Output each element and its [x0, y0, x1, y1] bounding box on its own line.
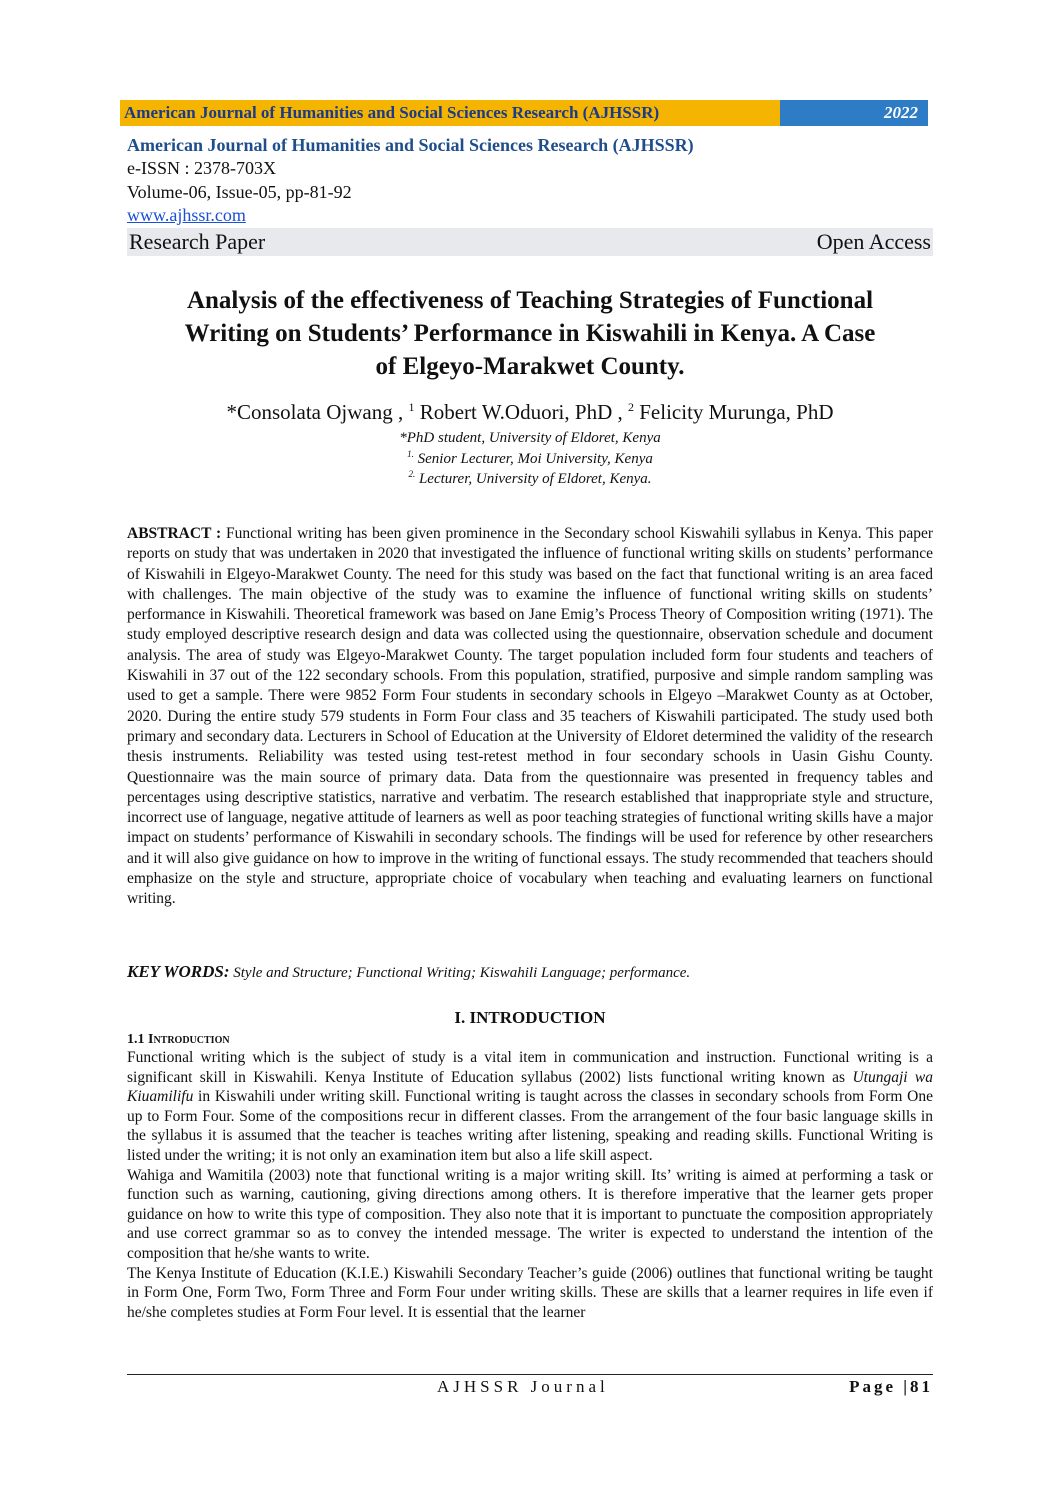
- author-2: Robert W.Oduori, PhD ,: [414, 400, 623, 424]
- section-heading: I. INTRODUCTION: [454, 1008, 606, 1027]
- affiliation-text: *PhD student, University of Eldoret, Kenya: [399, 430, 661, 446]
- paper-type-bar: [127, 228, 933, 256]
- eissn-value: 2378-703X: [194, 158, 276, 178]
- paragraph-1: [127, 1048, 933, 1166]
- author-3: Felicity Murunga, PhD: [634, 400, 834, 424]
- title-line: of Elgeyo-Marakwet County.: [375, 353, 685, 380]
- paragraph-text: in Kiswahili under writing skill. Functional writing is taught across the classes in secondary schools from Form One up to Form Four. Some of the compositions recur in different classes. From the arrangement of the four basic language skills in the syllabus it is assumed that the teacher is teaches writing after listening, speaking and reading skills. Functional Writing is listed under the writing; it is not only an examination item but also a life skill aspect.: [127, 1088, 933, 1164]
- author-1: *Consolata Ojwang ,: [226, 400, 404, 424]
- author-list: [80, 400, 980, 425]
- header-journal-name: American Journal of Humanities and Social Sciences Research (AJHSSR): [120, 100, 780, 126]
- journal-website-link[interactable]: www.ajhssr.com: [127, 205, 246, 225]
- journal-header-bar: [120, 100, 928, 126]
- affiliation-text: Senior Lecturer, Moi University, Kenya: [413, 451, 653, 467]
- journal-info: [127, 134, 933, 256]
- paper-title: [110, 284, 950, 383]
- abstract-label: ABSTRACT :: [127, 525, 222, 542]
- abstract-text: Functional writing has been given prominence in the Secondary school Kiswahili syllabus in Kenya. This paper reports on study that was undertaken in 2020 that investigated the influence of functional writing skills on students’ performance of Kiswahili in Elgeyo-Marakwet County. The need for this study was based on the fact that functional writing is an area faced with challenges. The main objective of the study was to examine the influence of functional writing skills on students’ performance in Kiswahili. Theoretical framework was based on Jane Emig’s Process Theory of Composition writing (1971). The study employed descriptive research design and data was collected using the questionnaire, observation schedule and document analysis. The area of study was Elgeyo-Marakwet County. The target population included form four students and teachers of Kiswahili in 37 out of the 122 secondary schools. From this population, stratified, purposive and simple random sampling was used to get a sample. There were 9852 Form Four students in secondary schools in Elgeyo –Marakwet County as at October, 2020. During the entire study 579 students in Form Four class and 35 teachers of Kiswahili participated. The study used both primary and secondary data. Lecturers in School of Education at the University of Eldoret determined the validity of the research thesis instruments. Reliability was tested using test-retest method in four secondary schools in Uasin Gishu County. Questionnaire was the main source of primary data. Data from the questionnaire was presented in frequency tables and percentages using descriptive statistics, narrative and verbatim. The research established that inappropriate style and structure, incorrect use of language, negative attitude of learners as well as poor teaching strategies of functional writing skills have a major impact on students’ performance of Kiswahili in secondary schools. The findings will be used for reference by other researchers and it will also give guidance on how to improve in the writing of functional essays. The study recommended that teachers should emphasize on the style and structure, appropriate choice of vocabulary when teaching and evaluating learners on functional writing.: [127, 525, 933, 908]
- keywords: [127, 962, 933, 982]
- header-year: 2022: [780, 100, 928, 126]
- author-2-marker: 1: [408, 400, 415, 414]
- body-text: [127, 1048, 933, 1322]
- page-footer: [127, 1374, 933, 1397]
- paragraph-3: The Kenya Institute of Education (K.I.E.) Kiswahili Secondary Teacher’s guide (2006) outlines that functional writing be taught in Form One, Form Two, Form Three and Form Four under writing skills. These are skills that a learner requires in life even if he/she completes studies at Form Four level. It is essential that the learner: [127, 1264, 933, 1321]
- affiliation-3: [200, 469, 860, 488]
- eissn-line: [127, 156, 933, 180]
- subsection-heading: 1.1 Introduction: [127, 1032, 230, 1047]
- kiswahili-term: Utungaji wa Kiuamilifu: [127, 1068, 934, 1106]
- open-access-label: Open Access: [816, 229, 931, 254]
- affiliation-2: [200, 449, 860, 468]
- footer-page: [849, 1377, 933, 1397]
- volume-line: Volume-06, Issue-05, pp-81-92: [127, 182, 352, 202]
- page-label: Page |: [849, 1377, 910, 1396]
- title-line: Analysis of the effectiveness of Teaching Strategies of Functional: [186, 287, 874, 314]
- affiliation-marker: 2.: [408, 469, 416, 479]
- affiliation-text: Lecturer, University of Eldoret, Kenya.: [415, 471, 652, 487]
- paper-type: Research Paper: [129, 229, 266, 254]
- paragraph-text: Functional writing which is the subject of study is a vital item in communication and instruction. Functional writing is a significant skill in Kiswahili. Kenya Institute of Education syllabus (2002) lists functional writing known as: [127, 1049, 933, 1086]
- keywords-label: KEY WORDS:: [127, 962, 230, 981]
- paragraph-2: Wahiga and Wamitila (2003) note that functional writing is a major writing skill. Its’ writing is aimed at performing a task or function such as warning, cautioning, giving directions among others. It is therefore imperative that the learner gets proper guidance on how to write this type of composition. They also note that it is important to punctuate the composition appropriately and use correct grammar so as to convey the intended message. The writer is expected to understand the intention of the composition that he/she wants to write.: [127, 1166, 933, 1262]
- affiliation-marker: 1.: [407, 449, 414, 459]
- title-line: Writing on Students’ Performance in Kiswahili in Kenya. A Case: [184, 320, 876, 347]
- footer-journal: AJHSSR Journal: [437, 1377, 609, 1396]
- page-number: 81: [910, 1377, 933, 1396]
- affiliation-1: [200, 430, 860, 447]
- eissn-label: e-ISSN :: [127, 158, 194, 178]
- journal-title: American Journal of Humanities and Social Sciences Research (AJHSSR): [127, 135, 694, 155]
- author-3-marker: 2: [628, 400, 634, 414]
- keywords-text: Style and Structure; Functional Writing; Kiswahili Language; performance.: [229, 965, 691, 981]
- abstract: [127, 524, 933, 910]
